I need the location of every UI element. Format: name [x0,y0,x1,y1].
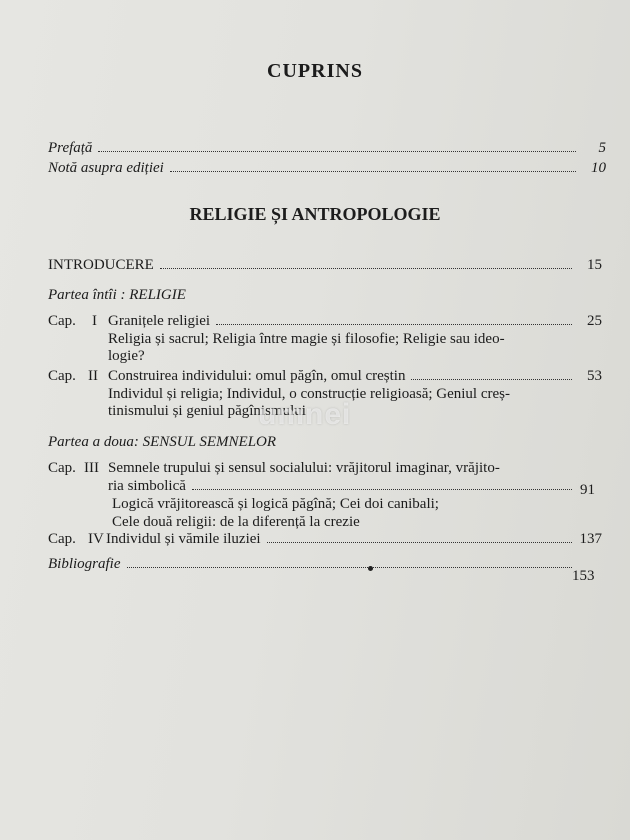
entry-page: 137 [579,531,602,547]
chapter-number: II [88,368,98,384]
entry-label: Prefață [48,140,93,156]
chapter-subtopics: Cele două religii: de la diferență la crezie [112,514,360,530]
chapter-subtopics: Logică vrăjitorească și logică păgînă; Cei doi canibali; [112,496,439,512]
leader-dots [127,566,573,568]
section-title: RELIGIE ȘI ANTROPOLOGIE [189,204,441,224]
entry-page: 15 [587,257,602,273]
chapter-cap-label: Cap. [48,313,76,329]
toc-entry-nota[interactable] [48,160,606,177]
chapter-title: Semnele trupului și sensul socialului: vrăjitorul imaginar, vrăjito- [108,460,500,476]
entry-page: 10 [591,160,606,176]
chapter-cap-label: Cap. [48,531,76,547]
chapter-number: III [84,460,99,476]
chapter-subtopics: tinismului și geniul păgînismului [108,403,306,419]
leader-dots [267,541,572,543]
entry-label: INTRODUCERE [48,257,154,273]
entry-page: 91 [580,482,595,498]
toc-entry-chapter-4[interactable] [106,531,602,548]
leader-dots [216,323,572,325]
chapter-number: IV [88,531,104,547]
toc-entry-chapter-1[interactable] [108,313,602,330]
toc-entry-chapter-3[interactable] [108,478,602,495]
watermark-logo: umnei [258,398,352,431]
entry-label: Notă asupra ediției [48,160,164,176]
leader-dots [411,378,572,380]
entry-label: Bibliografie [48,556,121,572]
entry-label: Construirea individului: omul păgîn, omul creștin [108,368,406,384]
chapter-subtopics: Individul și religia; Individul, o construcție religioasă; Geniul creș- [108,386,510,402]
entry-page: 25 [587,313,602,329]
leader-dots [160,267,572,269]
leader-dots [98,150,576,152]
toc-entry-chapter-2[interactable] [108,368,602,385]
chapter-subtopics: Religia și sacrul; Religia între magie și filosofie; Religie sau ideo- [108,331,505,347]
leader-dots [170,170,576,172]
ink-dot [368,566,373,571]
part-heading-1: Partea întîi : RELIGIE [48,287,186,303]
chapter-number: I [92,313,97,329]
chapter-cap-label: Cap. [48,460,76,476]
entry-label: ria simbolică [108,478,186,494]
toc-entry-introducere[interactable] [48,257,602,274]
leader-dots [192,488,572,490]
toc-entry-prefata[interactable] [48,140,606,157]
chapter-subtopics: logie? [108,348,145,364]
entry-label: Individul și vămile iluziei [106,531,261,547]
page-title: CUPRINS [267,60,363,82]
entry-label: Granițele religiei [108,313,211,329]
entry-page: 153 [572,568,595,584]
part-heading-2: Partea a doua: SENSUL SEMNELOR [48,434,277,450]
entry-page: 53 [587,368,602,384]
toc-entry-bibliografie[interactable] [48,556,602,573]
chapter-cap-label: Cap. [48,368,76,384]
entry-page: 5 [598,140,606,156]
